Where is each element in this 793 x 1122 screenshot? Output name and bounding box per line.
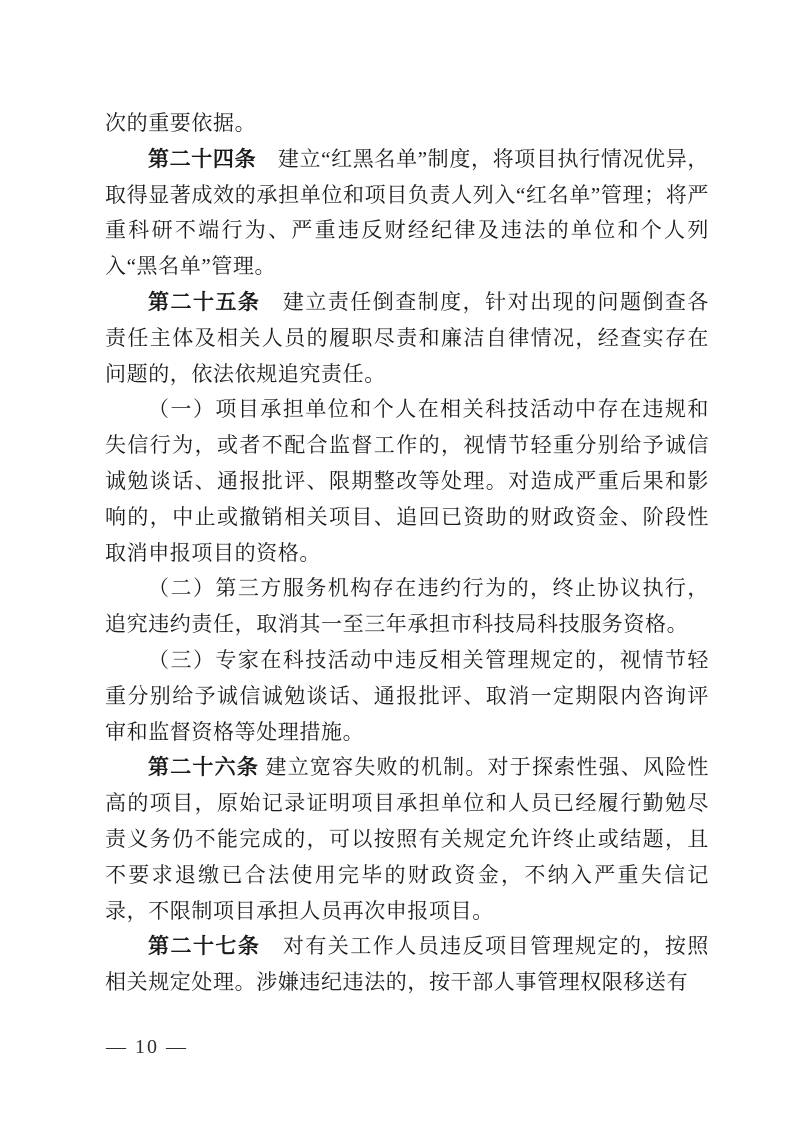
article-26-text: 建立宽容失败的机制。对于探索性强、风险性高的项目，原始记录证明项目承担单位和人员已经履行勤勉尽责义务仍不能完成的，可以按照有关规定允许终止或结题，且不要求退缴已合法使用完毕的财政资金，不纳入严重失信记录，不限制项目承担人员再次申报项目。: [105, 755, 710, 923]
article-25-item-1-paragraph: [105, 392, 709, 571]
paragraph-continuation-text: 次的重要依据。: [105, 111, 257, 135]
article-25-item-2-paragraph: [105, 571, 709, 643]
article-25-paragraph: [105, 285, 709, 392]
page-footer: [106, 1036, 188, 1059]
article-25-label: 第二十五条: [148, 289, 261, 314]
article-25-text: 建立责任倒查制度，针对出现的问题倒查各责任主体及相关人员的履职尽责和廉洁自律情况，经查实存在问题的，依法依规追究责任。: [105, 289, 709, 386]
page-number: — 10 —: [106, 1036, 188, 1058]
article-27-label: 第二十七条: [148, 934, 261, 959]
article-24-text: 建立“红黑名单”制度，将项目执行情况优异，取得显著成效的承担单位和项目负责人列入“红名单”管理；将严重科研不端行为、严重违反财经纪律及违法的单位和个人列入“黑名单”管理。: [105, 146, 710, 279]
article-24-paragraph: [105, 142, 709, 285]
article-25-item-3-paragraph: [105, 643, 709, 750]
article-26-label: 第二十六条: [148, 755, 260, 780]
article-24-label: 第二十四条: [148, 146, 257, 171]
article-25-item-2-text: （二）第三方服务机构存在违约行为的，终止协议执行，追究违约责任，取消其一至三年承担市科技局科技服务资格。: [105, 576, 709, 637]
article-27-paragraph: [105, 929, 709, 1001]
article-27-separator: [260, 934, 282, 958]
article-25-separator: [260, 290, 282, 314]
article-26-paragraph: [105, 750, 709, 929]
article-25-item-3-text: （三）专家在科技活动中违反相关管理规定的，视情节轻重分别给予诚信诚勉谈话、通报批评、取消一定期限内咨询评审和监督资格等处理措施。: [105, 647, 709, 744]
article-24-separator: [256, 147, 278, 171]
article-27-text: 对有关工作人员违反项目管理规定的，按照相关规定处理。涉嫌违纪违法的，按干部人事管理权限移送有: [105, 934, 709, 995]
paragraph-continuation: [105, 106, 709, 142]
article-25-item-1-text: （一）项目承担单位和个人在相关科技活动中存在违规和失信行为，或者不配合监督工作的，视情节轻重分别给予诚信诚勉谈话、通报批评、限期整改等处理。对造成严重后果和影响的，中止或撤销相关项目、追回已资助的财政资金、阶段性取消申报项目的资格。: [105, 397, 709, 565]
document-body: [105, 106, 709, 1001]
